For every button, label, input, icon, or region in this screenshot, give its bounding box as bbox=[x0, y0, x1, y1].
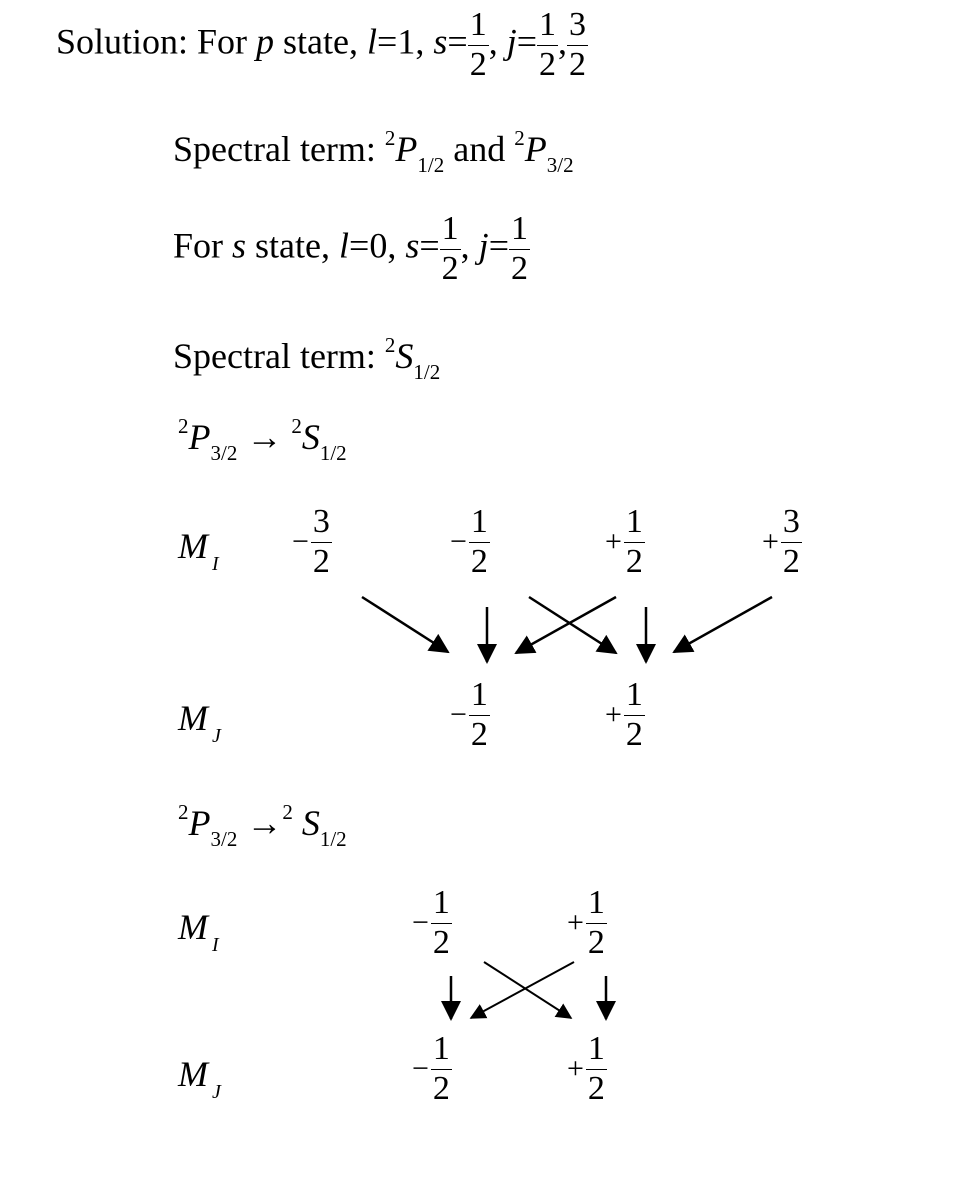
s-symbol: s bbox=[433, 21, 448, 62]
multiplicity: 2 bbox=[384, 126, 396, 150]
mj-value: − $\frac{1}{2}$ bbox=[450, 676, 488, 753]
p-term-sub: 3/2 bbox=[546, 153, 574, 177]
p-term-sub: 1/2 bbox=[417, 153, 445, 177]
s-term: S bbox=[301, 803, 320, 843]
mi-value: − $\frac{1}{2}$ bbox=[450, 503, 488, 580]
p-term-sub: 3/2 bbox=[210, 441, 238, 465]
s-term-sub: 1/2 bbox=[319, 827, 347, 851]
mj-value: + $\frac{1}{2}$ bbox=[567, 1030, 605, 1107]
arrow-line bbox=[362, 597, 448, 652]
p-term: P bbox=[524, 129, 547, 169]
p-term: P bbox=[188, 803, 211, 843]
spectral-label: Spectral term: bbox=[173, 336, 376, 376]
and-word: and bbox=[453, 129, 506, 169]
mi-value: + $\frac{1}{2}$ bbox=[567, 884, 605, 961]
arrow-line bbox=[674, 597, 772, 652]
p-term: P bbox=[188, 417, 211, 457]
j1-fraction: $\frac{1}{2}$ bbox=[539, 6, 557, 83]
multiplicity: 2 bbox=[514, 126, 525, 150]
s-fraction: $\frac{1}{2}$ bbox=[469, 6, 487, 83]
mi-value: + $\frac{3}{2}$ bbox=[762, 503, 800, 580]
equals-sign: = bbox=[488, 225, 509, 266]
spectral-label: Spectral term: bbox=[173, 129, 376, 169]
l-symbol: l bbox=[367, 21, 378, 62]
m-i-label: M $_I$ bbox=[178, 907, 219, 956]
l-value: 0, bbox=[369, 225, 397, 266]
comma: , bbox=[488, 21, 498, 62]
equals-sign: = bbox=[377, 21, 398, 62]
s-state-symbol: s bbox=[232, 225, 247, 266]
transition-arrow: → bbox=[246, 803, 283, 843]
multiplicity: 2 bbox=[291, 414, 302, 438]
multiplicity: 2 bbox=[282, 800, 293, 824]
equals-sign: = bbox=[516, 21, 538, 62]
state-word: state, bbox=[283, 21, 359, 62]
s-term-sub: 1/2 bbox=[413, 360, 441, 384]
m-j-label: M $_J$ bbox=[178, 698, 221, 747]
mj-value: − $\frac{1}{2}$ bbox=[412, 1030, 450, 1107]
mj-value: + $\frac{1}{2}$ bbox=[605, 676, 643, 753]
s-term-sub: 1/2 bbox=[319, 441, 347, 465]
comma: , bbox=[558, 21, 568, 62]
mi-value: − $\frac{3}{2}$ bbox=[292, 503, 330, 580]
transition-arrow: → bbox=[246, 417, 283, 457]
state-word: state, bbox=[255, 225, 331, 266]
multiplicity: 2 bbox=[384, 333, 396, 357]
multiplicity: 2 bbox=[178, 414, 189, 438]
m-j-label: M $_J$ bbox=[178, 1054, 221, 1103]
p-term: P bbox=[395, 129, 418, 169]
p-term-sub: 3/2 bbox=[210, 827, 238, 851]
s-fraction: $\frac{1}{2}$ bbox=[441, 210, 459, 287]
j-symbol: j bbox=[506, 21, 517, 62]
j-fraction: $\frac{1}{2}$ bbox=[511, 210, 528, 287]
mi-value: − $\frac{1}{2}$ bbox=[412, 884, 450, 961]
l-symbol: l bbox=[339, 225, 350, 266]
p-symbol: p bbox=[256, 21, 275, 62]
j2-fraction: $\frac{3}{2}$ bbox=[569, 6, 587, 83]
equals-sign: = bbox=[419, 225, 440, 266]
s-symbol: s bbox=[405, 225, 420, 266]
mi-value: + $\frac{1}{2}$ bbox=[605, 503, 643, 580]
multiplicity: 2 bbox=[178, 800, 189, 824]
m-i-label: M $_I$ bbox=[178, 526, 219, 575]
s-term: S bbox=[301, 417, 320, 457]
equals-sign: = bbox=[349, 225, 370, 266]
j-symbol: j bbox=[478, 225, 489, 266]
for-word: For bbox=[173, 225, 224, 266]
l-value: 1, bbox=[397, 21, 425, 62]
s-term: S bbox=[395, 336, 414, 376]
comma: , bbox=[460, 225, 470, 266]
solution-prefix: Solution: For bbox=[56, 21, 248, 62]
equals-sign: = bbox=[447, 21, 468, 62]
